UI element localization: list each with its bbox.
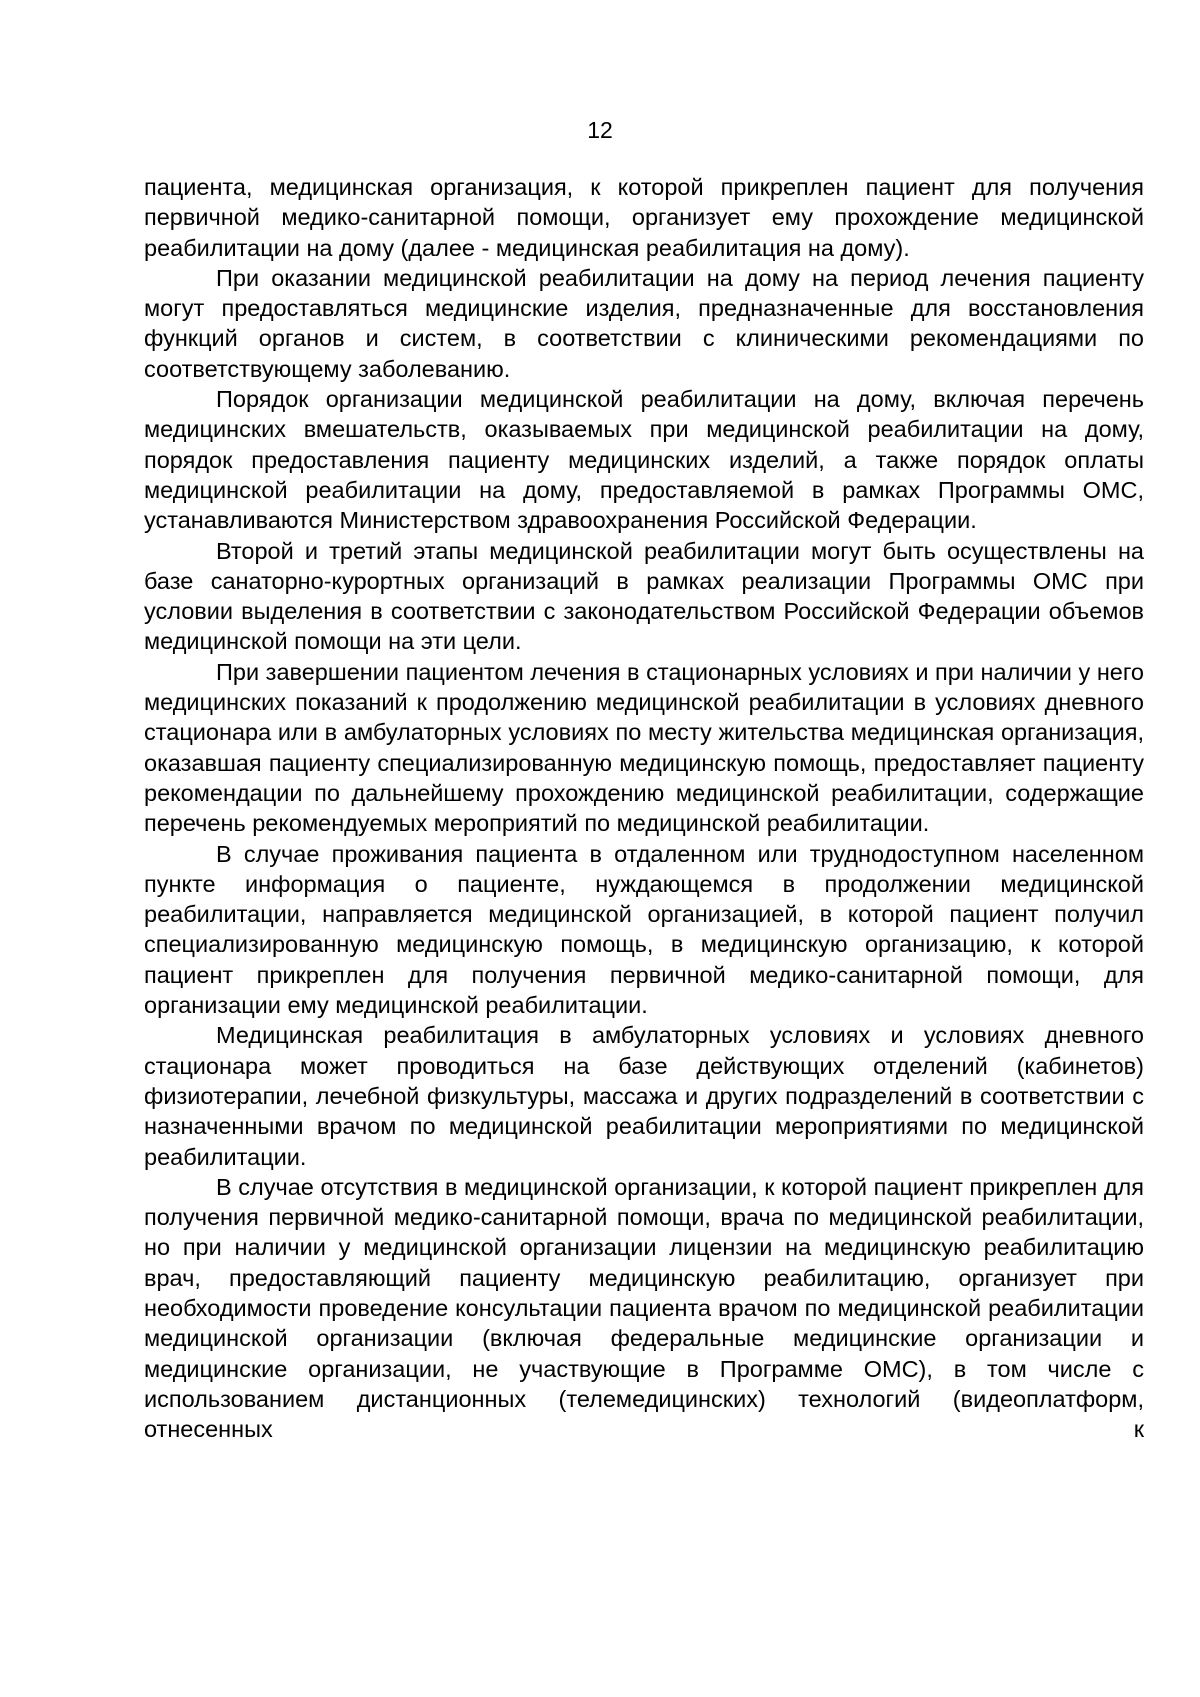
paragraph: пациента, медицинская организация, к которой прикреплен пациент для получения первичной медико-санитарной помощи, организует ему прохождение медицинской реабилитации на дому (далее - медицинская реабилитация на дому). (144, 174, 1144, 261)
paragraph: Второй и третий этапы медицинской реабилитации могут быть осуществлены на базе санаторно-курортных организаций в рамках реализации Программы ОМС при условии выделения в соответствии с законодательством Российской Федерации объемов медицинской помощи на эти цели. (144, 537, 1144, 655)
document-body (144, 172, 1144, 1444)
paragraph: При оказании медицинской реабилитации на дому на период лечения пациенту могут предоставляться медицинские изделия, предназначенные для восстановления функций органов и систем, в соответствии с клиническими рекомендациями по соответствующему заболеванию. (144, 264, 1144, 382)
paragraph: В случае проживания пациента в отдаленном или труднодоступном населенном пункте информация о пациенте, нуждающемся в продолжении медицинской реабилитации, направляется медицинской организацией, в которой пациент получил специализированную медицинскую помощь, в медицинскую организацию, к которой пациент прикреплен для получения первичной медико-санитарной помощи, для организации ему медицинской реабилитации. (144, 840, 1144, 1019)
paragraph: Порядок организации медицинской реабилитации на дому, включая перечень медицинских вмешательств, оказываемых при медицинской реабилитации на дому, порядок предоставления пациенту медицинских изделий, а также порядок оплаты медицинской реабилитации на дому, предоставляемой в рамках Программы ОМС, устанавливаются Министерством здравоохранения Российской Федерации. (144, 386, 1144, 534)
paragraph: В случае отсутствия в медицинской организации, к которой пациент прикреплен для получения первичной медико-санитарной помощи, врача по медицинской реабилитации, но при наличии у медицинской организации лицензии на медицинскую реабилитацию врач, предоставляющий пациенту медицинскую реабилитацию, организует при необходимости проведение консультации пациента врачом по медицинской реабилитации медицинской организации (включая федеральные медицинские организации и медицинские организации, не участвующие в Программе ОМС), в том числе с использованием дистанционных (телемедицинских) технологий (видеоплатформ, отнесенных к (144, 1173, 1144, 1443)
paragraph: Медицинская реабилитация в амбулаторных условиях и условиях дневного стационара может проводиться на базе действующих отделений (кабинетов) физиотерапии, лечебной физкультуры, массажа и других подразделений в соответствии с назначенными врачом по медицинской реабилитации мероприятиями по медицинской реабилитации. (144, 1022, 1144, 1170)
paragraph: При завершении пациентом лечения в стационарных условиях и при наличии у него медицинских показаний к продолжению медицинской реабилитации в условиях дневного стационара или в амбулаторных условиях по месту жительства медицинская организация, оказавшая пациенту специализированную медицинскую помощь, предоставляет пациенту рекомендации по дальнейшему прохождению медицинской реабилитации, содержащие перечень рекомендуемых мероприятий по медицинской реабилитации. (144, 658, 1144, 837)
page-number: 12 (587, 117, 613, 143)
